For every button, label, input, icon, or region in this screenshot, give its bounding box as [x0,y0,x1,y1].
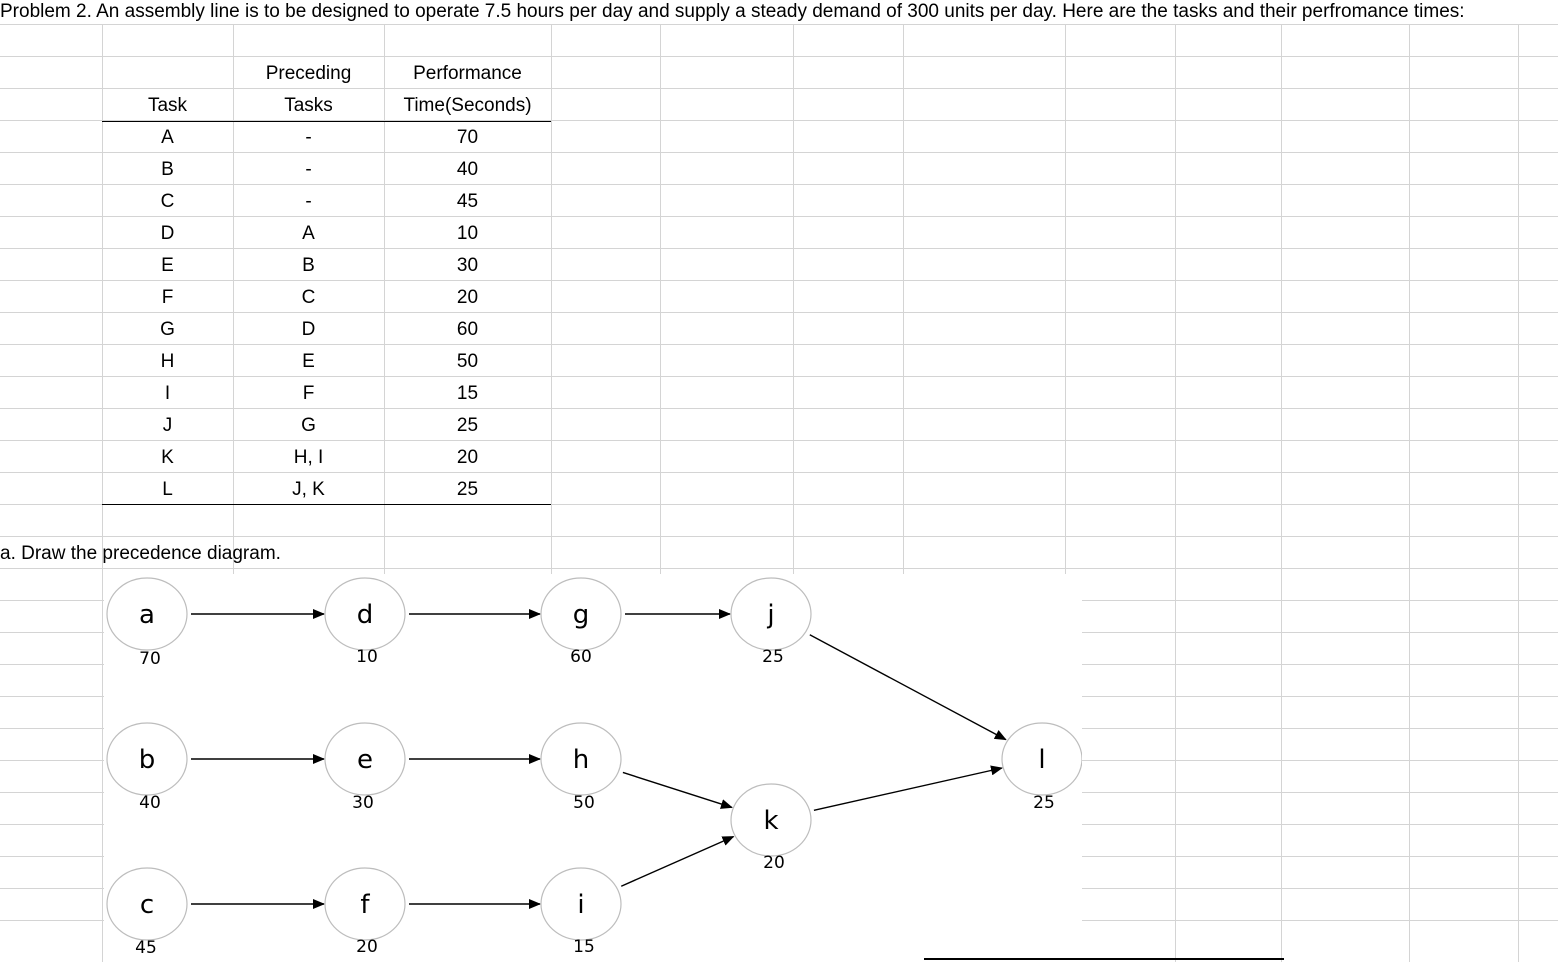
precedence-diagram[interactable] [104,574,1082,962]
node-label: i [577,890,585,920]
cell-time: 20 [456,287,479,308]
node-label: j [767,600,775,630]
node-i[interactable] [541,868,621,957]
part-a-label: a. Draw the precedence diagram. [0,543,281,564]
cell-time: 60 [456,319,479,340]
cell-preceding: C [301,287,316,308]
node-label: d [356,600,374,630]
node-label: l [1038,745,1046,775]
node-label: e [357,745,373,775]
node-b[interactable] [107,723,187,813]
node-a[interactable] [107,578,187,669]
table-header-rule [102,121,551,122]
grid-column-line [1518,24,1519,962]
cell-time: 25 [456,415,479,436]
cell-preceding: A [302,223,315,244]
node-time: 20 [356,937,378,957]
cell-time: 25 [456,479,479,500]
node-e[interactable] [325,723,405,813]
edge-k-l [814,768,1002,810]
grid-column-line [1175,24,1176,962]
edge-i-k [621,837,733,887]
node-time: 45 [135,938,157,958]
cell-preceding: H, I [293,447,324,468]
cell-time: 20 [456,447,479,468]
node-label: a [139,600,155,630]
cell-task: D [160,223,175,244]
node-label: h [572,745,590,775]
cell-time: 15 [456,383,479,404]
node-time: 40 [139,793,161,813]
header-time-line2: Time(Seconds) [403,95,532,116]
node-label: b [138,745,156,775]
node-label: c [139,890,155,920]
cell-task: I [164,383,171,404]
cell-preceding: - [305,191,312,212]
cell-task: F [161,287,174,308]
node-label: k [763,806,779,836]
cell-task: J [162,415,173,436]
cell-preceding: D [301,319,316,340]
node-time: 30 [352,793,374,813]
node-time: 70 [139,649,161,669]
header-task: Task [147,95,188,116]
node-time: 50 [573,793,595,813]
node-time: 15 [573,937,595,957]
cell-preceding: B [302,255,315,276]
node-time: 25 [1033,793,1055,813]
grid-column-line [1409,24,1410,962]
node-time: 10 [356,647,378,667]
header-preceding-line2: Tasks [284,95,333,116]
node-g[interactable] [541,578,621,667]
cell-time: 50 [456,351,479,372]
node-d[interactable] [325,578,405,667]
cell-time: 10 [456,223,479,244]
node-label: g [572,600,590,630]
cell-time: 45 [456,191,479,212]
node-h[interactable] [541,723,621,813]
cell-task: E [161,255,174,276]
node-j[interactable] [731,578,811,667]
grid-column-line [1281,24,1282,962]
cell-preceding: E [302,351,315,372]
precedence-diagram-svg [104,574,1082,962]
edge-j-l [810,635,1006,740]
cell-task: G [160,319,175,340]
node-k[interactable] [731,784,811,873]
node-l[interactable] [1002,723,1082,813]
cell-task: L [162,479,173,500]
cell-preceding: G [301,415,316,436]
node-time: 25 [762,647,784,667]
node-f[interactable] [325,868,405,957]
header-time-line1: Performance [413,63,522,84]
cell-preceding: F [302,383,315,404]
edge-h-k [623,772,732,807]
cell-task: B [161,159,174,180]
header-preceding-line1: Preceding [265,63,352,84]
cell-task: C [160,191,175,212]
cell-preceding: - [305,159,312,180]
cell-task: K [161,447,174,468]
node-time: 60 [570,647,592,667]
cell-time: 30 [456,255,479,276]
cell-task: A [161,127,174,148]
node-label: f [360,890,370,920]
answer-box-edge [924,958,1284,970]
problem-title: Problem 2. An assembly line is to be designed to operate 7.5 hours per day and supply a steady demand of 300 units per day. Here are the tasks and their perfromance times: [0,1,1465,22]
cell-preceding: J, K [292,479,325,500]
node-c[interactable] [107,868,187,958]
cell-task: H [160,351,175,372]
cell-time: 70 [456,127,479,148]
node-time: 20 [763,853,785,873]
cell-preceding: - [305,127,312,148]
cell-time: 40 [456,159,479,180]
